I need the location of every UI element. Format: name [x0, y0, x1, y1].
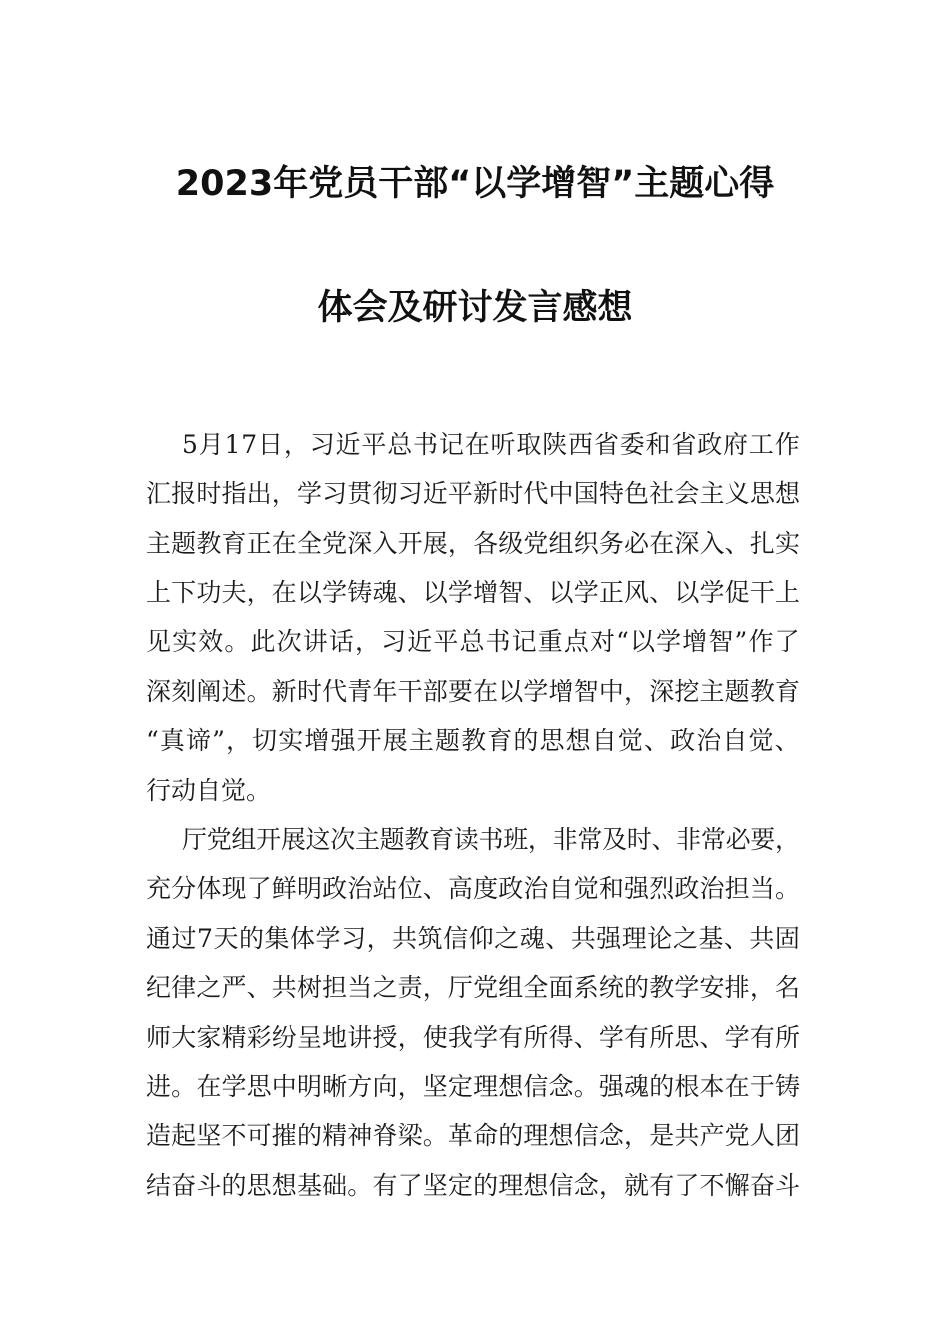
document-title-line-1: 2023年党员干部“以学增智”主题心得	[175, 164, 775, 204]
paragraph-2-line: 厅党组开展这次主题教育读书班，非常及时、非常必要，	[182, 825, 800, 854]
paragraph-2-line: 纪律之严、共树担当之责，厅党组全面系统的教学安排，名	[146, 973, 801, 1002]
document-title-line-2: 体会及研讨发言感想	[317, 288, 633, 328]
paragraph-2-line: 造起坚不可摧的精神脊梁。革命的理想信念，是共产党人团	[146, 1121, 801, 1150]
paragraph-1-line: 深刻阐述。新时代青年干部要在以学增智中，深挖主题教育	[146, 677, 801, 706]
paragraph-1-line: 见实效。此次讲话，习近平总书记重点对“以学增智”作了	[146, 627, 801, 656]
paragraph-2-line: 进。在学思中明晰方向，坚定理想信念。强魂的根本在于铸	[146, 1072, 801, 1101]
paragraph-1-line: 5月17日，习近平总书记在听取陕西省委和省政府工作	[182, 430, 801, 459]
paragraph-2-line: 结奋斗的思想基础。有了坚定的理想信念，就有了不懈奋斗	[146, 1171, 801, 1200]
paragraph-2-line: 充分体现了鲜明政治站位、高度政治自觉和强烈政治担当。	[146, 874, 801, 903]
paragraph-2-line: 师大家精彩纷呈地讲授，使我学有所得、学有所思、学有所	[146, 1023, 801, 1052]
paragraph-2-line: 通过7天的集体学习，共筑信仰之魂、共强理论之基、共固	[146, 924, 801, 953]
paragraph-1-line: “真谛”，切实增强开展主题教育的思想自觉、政治自觉、	[146, 726, 801, 755]
paragraph-1-line: 行动自觉。	[146, 776, 272, 805]
paragraph-1-line: 主题教育正在全党深入开展，各级党组织务必在深入、扎实	[146, 529, 801, 558]
paragraph-1-line: 上下功夫，在以学铸魂、以学增智、以学正风、以学促干上	[146, 578, 801, 607]
paragraph-1-line: 汇报时指出，学习贯彻习近平新时代中国特色社会主义思想	[146, 479, 801, 508]
